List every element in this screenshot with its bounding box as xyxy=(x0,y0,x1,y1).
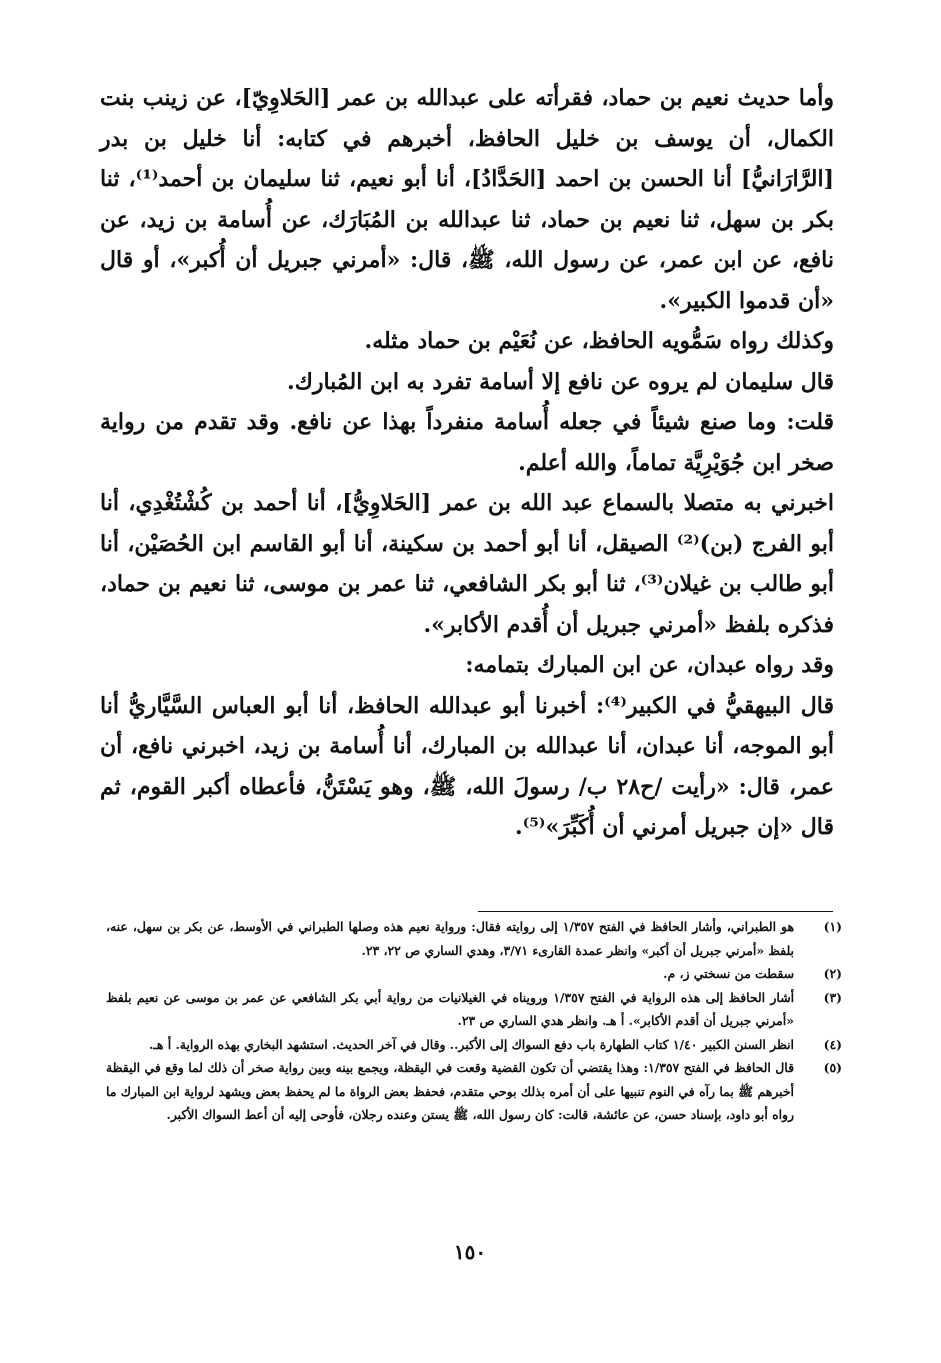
paragraph-abdan: وقد رواه عبدان، عن ابن المبارك بتمامه: xyxy=(465,652,834,678)
footnote-number: (٥) xyxy=(823,1060,842,1075)
paragraph-samuyah: وكذلك رواه سَمُّويه الحافظ، عن نُعَيْم بن حماد مثله. xyxy=(364,328,834,354)
footnote-text: أشار الحافظ إلى هذه الرواية في الفتح ١/٣٥٧ ورويناه في الغيلانيات من رواية أبي بكر الشافعي عن عمر بن موسى عن نعيم بلفظ «أمرني جبريل أن أقدم الأكابر». أ هـ. وانظر هدي الساري ص ٢٣. xyxy=(106,989,795,1028)
footnote-text: هو الطبراني، وأشار الحافظ في الفتح ١/٣٥٧ إلى روايته فقال: ورواية نعيم هذه وصلها الطبراني في الأوسط، عن بكر بن سهل، عنه، بلفظ «أمرني جبريل أن أكبر» وانظر عمدة القارىء ٣/٧١، وهدي الساري ص ٢٢، ٢٣. xyxy=(106,919,794,958)
paragraph-qultu: قلت: وما صنع شيئاً في جعله أُسامة منفرداً بهذا عن نافع. وقد تقدم من رواية صخر ابن جُوَيْرِيَّة تماماً، والله أعلم. xyxy=(100,409,834,476)
footnote-text: قال الحافظ في الفتح ١/٣٥٧: وهذا يقتضي أن تكون القضية وقعت في اليقظة، ويجمع بينه وبين رواية صخر أن ذلك لما وقع في اليقظة أخبرهم ﷺ بما رآه في النوم تنبيها على أن أمره بذلك بوحي متقدم، فحفظ بعض الرواة ما لم يحفظ بعض ويشهد لرواية ابن المبارك ما رواه أبو داود، بإسناد حسن، عن عائشة، قالت: كان رسول الله، ﷺ يستن وعنده رجلان، فأوحى إليه أن أعط السواك الأكبر. xyxy=(106,1060,794,1122)
footnote xyxy=(106,962,842,986)
paragraph-hadith-nuaym: وأما حديث نعيم بن حماد، فقرأته على عبدالله بن عمر [الحَلاوِيّ]، عن زينب بنت الكمال، أن يوسف بن خليل الحافظ، أخبرهم في كتابه: أنا خليل بن بدر [الرَّارَانيُّ] أنا الحسن بن احمد [الحَدَّادُ]، أنا أبو نعيم، ثنا سليمان بن أحمد⁽¹⁾، ثنا بكر بن سهل، ثنا نعيم بن حماد، ثنا عبدالله بن المُبَارَك، عن أُسامة بن زيد، عن نافع، عن ابن عمر، عن رسول الله، ﷺ، قال: «أمرني جبريل أن أُكبر»، أو قال «أن قدموا الكبير». xyxy=(100,85,834,314)
footnote-number: (٣) xyxy=(823,989,842,1005)
paragraph-sulayman: قال سليمان لم يروه عن نافع إلا أسامة تفرد به ابن المُبارك. xyxy=(287,368,834,395)
footnote xyxy=(106,986,842,1033)
footnote xyxy=(106,1056,842,1127)
footnote-number: (٤) xyxy=(823,1036,842,1052)
footnote-text: انظر السنن الكبير ١/٤٠ كتاب الطهارة باب دفع السواك إلى الأكبر.. وقال في آخر الحديث. استشهد البخاري بهذه الرواية. أ هـ. xyxy=(148,1036,794,1052)
footnote-number: (١) xyxy=(823,919,842,934)
main-text xyxy=(100,78,834,848)
footnote xyxy=(106,1033,842,1057)
footnote-text: سقطت من نسختي ز، م. xyxy=(663,966,794,981)
footnote xyxy=(106,915,842,962)
page-number: ١٥٠ xyxy=(453,1240,487,1264)
paragraph-akhbarani: اخبرني به متصلا بالسماع عبد الله بن عمر [الحَلاوِيُّ]، أنا أحمد بن كُشْتُغْدِي، أنا أبو الفرج (بن)⁽²⁾ الصيقل، أنا أبو أحمد بن سكينة، أنا أبو القاسم ابن الحُصَيْن، أنا أبو طالب بن غيلان⁽³⁾، ثنا أبو بكر الشافعي، ثنا عمر بن موسى، ثنا نعيم بن حماد، فذكره بلفظ «أمرني جبريل أن أُقدم الأكابر». xyxy=(100,490,834,638)
footnote-divider xyxy=(478,911,833,912)
footnote-number: (٢) xyxy=(823,966,842,981)
footnotes xyxy=(106,915,842,1127)
paragraph-bayhaqi: قال البيهقيُّ في الكبير⁽⁴⁾: أخبرنا أبو عبدالله الحافظ، أنا أبو العباس السَّيَّاريُّ أنا أبو الموجه، أنا عبدان، أنا عبدالله بن المبارك، أنا أُسامة بن زيد، اخبرني نافع، أن عمر، قال: «رأيت /ح٢٨ ب/ رسولَ الله، ﷺ، وهو يَسْتَنُّ، فأعطاه أكبر القوم، ثم قال «إن جبريل أمرني أن أُكَبِّرَ»⁽⁵⁾. xyxy=(100,692,834,840)
